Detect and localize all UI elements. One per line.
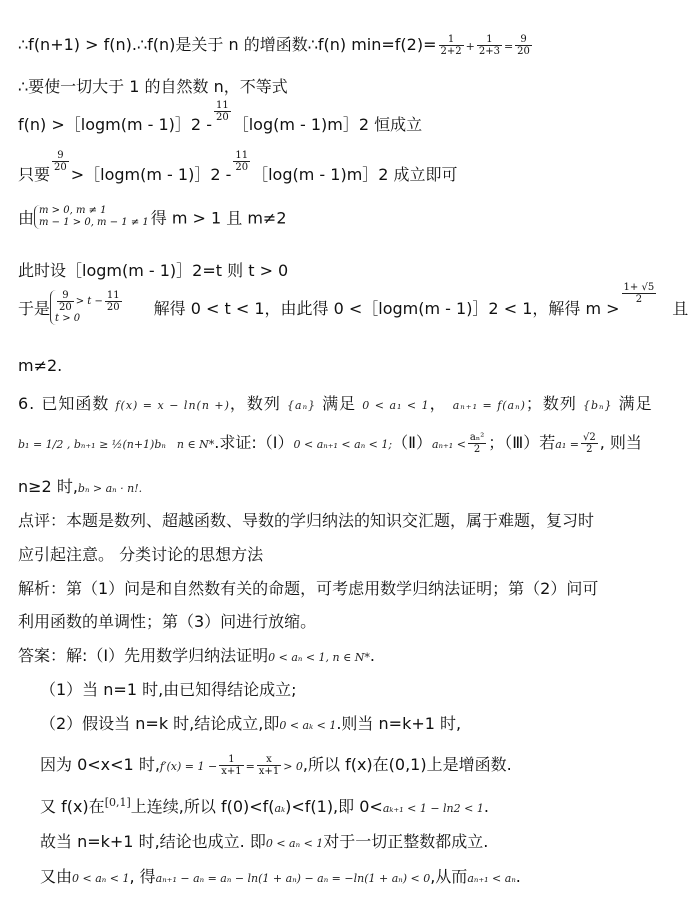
problem-6-line-3	[18, 474, 142, 497]
line-text: f(n) >［logm(m - 1)］2 -	[18, 115, 212, 134]
claim-3-conclusion: bₙ > aₙ · n!.	[77, 482, 143, 495]
answer-line-2	[40, 677, 297, 700]
line-text: ∴要使一切大于 1 的自然数 n，不等式	[18, 77, 288, 96]
fraction: $\frac{\text{aₙ²}}{2}$	[469, 432, 485, 455]
inline-math: [0,1]	[104, 796, 131, 809]
line-text: , 则当	[599, 433, 642, 452]
line-text: , 得	[129, 867, 156, 886]
fraction: $\frac{11}{20}$	[235, 150, 249, 173]
b-recurrence: b₁ = 1/2 , bₙ₊₁ ≥ ½(n+1)bₙ	[18, 438, 166, 451]
line-text: 因为 0<x<1 时,	[40, 755, 160, 774]
inline-math: aₖ₊₁ < 1 − ln2 < 1	[382, 802, 484, 815]
line-text: 6. 已知函数	[18, 394, 110, 413]
line-text: 得 m > 1 且 m≠2	[150, 208, 287, 228]
claim-3: a₁ =	[555, 438, 579, 451]
line-text: )<f(1),即 0<	[285, 797, 383, 816]
line-text: 应引起注意。 分类讨论的思想方法	[18, 545, 264, 564]
seq-b: {bₙ}	[582, 399, 613, 412]
line-text: .则当 n=k+1 时,	[336, 714, 462, 733]
fraction: $\frac{1+ √5}{2}$	[623, 282, 655, 305]
answer-line-1	[18, 643, 375, 666]
line-text: ［log(m - 1)m］2 恒成立	[232, 115, 423, 134]
seq-a: {aₙ}	[287, 399, 317, 412]
inline-math: 0 < aₙ < 1	[72, 872, 130, 885]
line-text: .	[369, 646, 375, 665]
line-text: 此时设［logm(m - 1)］2=t 则 t > 0	[18, 261, 289, 280]
claim-1: 0 < aₙ₊₁ < aₙ < 1;	[293, 438, 393, 451]
recurrence: aₙ₊₁ = f(aₙ)	[452, 399, 526, 412]
proof-line-6	[18, 258, 288, 281]
claim-2: aₙ₊₁ <	[431, 438, 466, 451]
case-brace: $\frac{9}{20}$ > t − $\frac{11}{20}$ t > 0	[50, 290, 124, 325]
line-text: 又 f(x)在	[40, 797, 105, 816]
proof-line-7	[18, 282, 688, 325]
line-text: ，	[429, 394, 447, 413]
line-text: 且	[672, 299, 688, 318]
comment-line-2	[18, 542, 263, 565]
fraction: $\frac{1}{2+2}$	[440, 34, 462, 57]
fraction: $\frac{11}{20}$	[215, 100, 229, 123]
line-text: ∴f(n+1) > f(n).∴f(n)是关于 n 的增函数∴f(n) min=f(2)=	[18, 35, 437, 54]
inline-math: 0 < aₙ < 1	[265, 837, 324, 850]
comment-line-1	[18, 508, 594, 531]
proof-line-8	[18, 356, 62, 375]
line-text: 只要	[18, 165, 51, 184]
analysis-line-2	[18, 609, 316, 632]
line-text: 解析：第（1）问是和自然数有关的命题，可考虑用数学归纳法证明；第（2）问可	[18, 579, 599, 598]
proof-line-5	[18, 205, 287, 229]
proof-line-2	[18, 74, 288, 97]
function-def: f(x) = x − ln(n +)	[115, 399, 230, 412]
answer-line-4	[40, 752, 512, 777]
line-text: （2）假设当 n=k 时,结论成立,即	[40, 714, 280, 733]
answer-line-7	[40, 864, 521, 887]
line-text: 故当 n=k+1 时,结论也成立. 即	[40, 832, 266, 851]
line-text: >［logm(m - 1)］2 -	[70, 165, 232, 184]
line-text: ,从而	[430, 867, 468, 886]
line-text: .	[483, 797, 489, 816]
fraction: $\frac{9}{20}$	[54, 150, 67, 173]
answer-line-6	[40, 829, 488, 852]
proof-line-4	[18, 150, 458, 187]
line-text: ，数列	[229, 394, 281, 413]
line-text: ；（Ⅲ）若	[488, 433, 556, 452]
n-domain: n ∈ N*	[176, 438, 215, 451]
fraction: $\frac{1}{2+3}$	[478, 34, 500, 57]
inline-math: 0 < aₖ < 1	[279, 719, 337, 732]
fraction: $\frac{√2}{2}$	[582, 432, 596, 455]
answer-line-5	[40, 794, 489, 817]
line-text: .求证:（Ⅰ）	[214, 433, 294, 452]
line-text: 对于一切正整数都成立.	[323, 832, 489, 851]
problem-6-line-1	[18, 391, 653, 414]
inline-math: > 0	[283, 760, 303, 773]
line-text: 利用函数的单调性；第（3）问进行放缩。	[18, 612, 317, 631]
line-text: 解得 0 < t < 1，由此得 0 <［logm(m - 1)］2 < 1，解得 m >	[153, 299, 620, 318]
inline-math: aₖ	[274, 802, 286, 815]
line-text: 由	[18, 208, 35, 228]
fraction: $\frac{x}{x+1}$	[258, 754, 280, 777]
problem-6-line-2	[18, 430, 642, 455]
analysis-line-1	[18, 576, 598, 599]
line-text: ,所以 f(x)在(0,1)上是增函数.	[302, 755, 512, 774]
case-brace: m > 0, m ≠ 1 m − 1 > 0, m − 1 ≠ 1	[34, 205, 149, 229]
line-text: 又由	[40, 867, 73, 886]
line-text: （Ⅱ）	[392, 433, 432, 452]
line-text: .	[515, 867, 521, 886]
line-text: n≥2 时,	[18, 477, 78, 496]
line-text: 上连续,所以 f(0)<f(	[130, 797, 275, 816]
line-text: ；数列	[525, 394, 577, 413]
line-text: （1）当 n=1 时,由已知得结论成立;	[40, 680, 297, 699]
proof-line-3	[18, 100, 423, 137]
inline-math: =	[245, 760, 255, 773]
fraction: $\frac{1}{x+1}$	[221, 754, 242, 777]
inline-math: f′(x) = 1 −	[159, 760, 218, 773]
line-text: 于是	[18, 299, 51, 318]
line-text: ［log(m - 1)m］2 成立即可	[252, 165, 458, 184]
line-text: 点评：本题是数列、超越函数、导数的学归纳法的知识交汇题，属于难题，复习时	[18, 511, 595, 530]
line-text: 满足	[322, 394, 357, 413]
line-text: 答案：解:（Ⅰ）先用数学归纳法证明	[18, 646, 269, 665]
inline-math: aₙ₊₁ − aₙ = aₙ − ln(1 + aₙ) − aₙ = −ln(1 + aₙ) < 0	[155, 872, 431, 885]
condition: 0 < a₁ < 1	[362, 399, 430, 412]
fraction: $\frac{9}{20}$	[517, 34, 530, 57]
answer-line-3	[40, 711, 461, 734]
inline-math: 0 < aₙ < 1, n ∈ N*	[268, 651, 370, 664]
proof-line-1: ∴f(n+1) > f(n).∴f(n)是关于 n 的增函数∴f(n) min=f(2)= $\frac{1}{2+2}$ + $\frac{1}{2+3}$ = $\frac{9}{20}$	[18, 34, 530, 57]
line-text: m≠2.	[18, 356, 63, 375]
inline-math: aₙ₊₁ < aₙ	[467, 872, 516, 885]
line-text: 满足	[618, 394, 653, 413]
